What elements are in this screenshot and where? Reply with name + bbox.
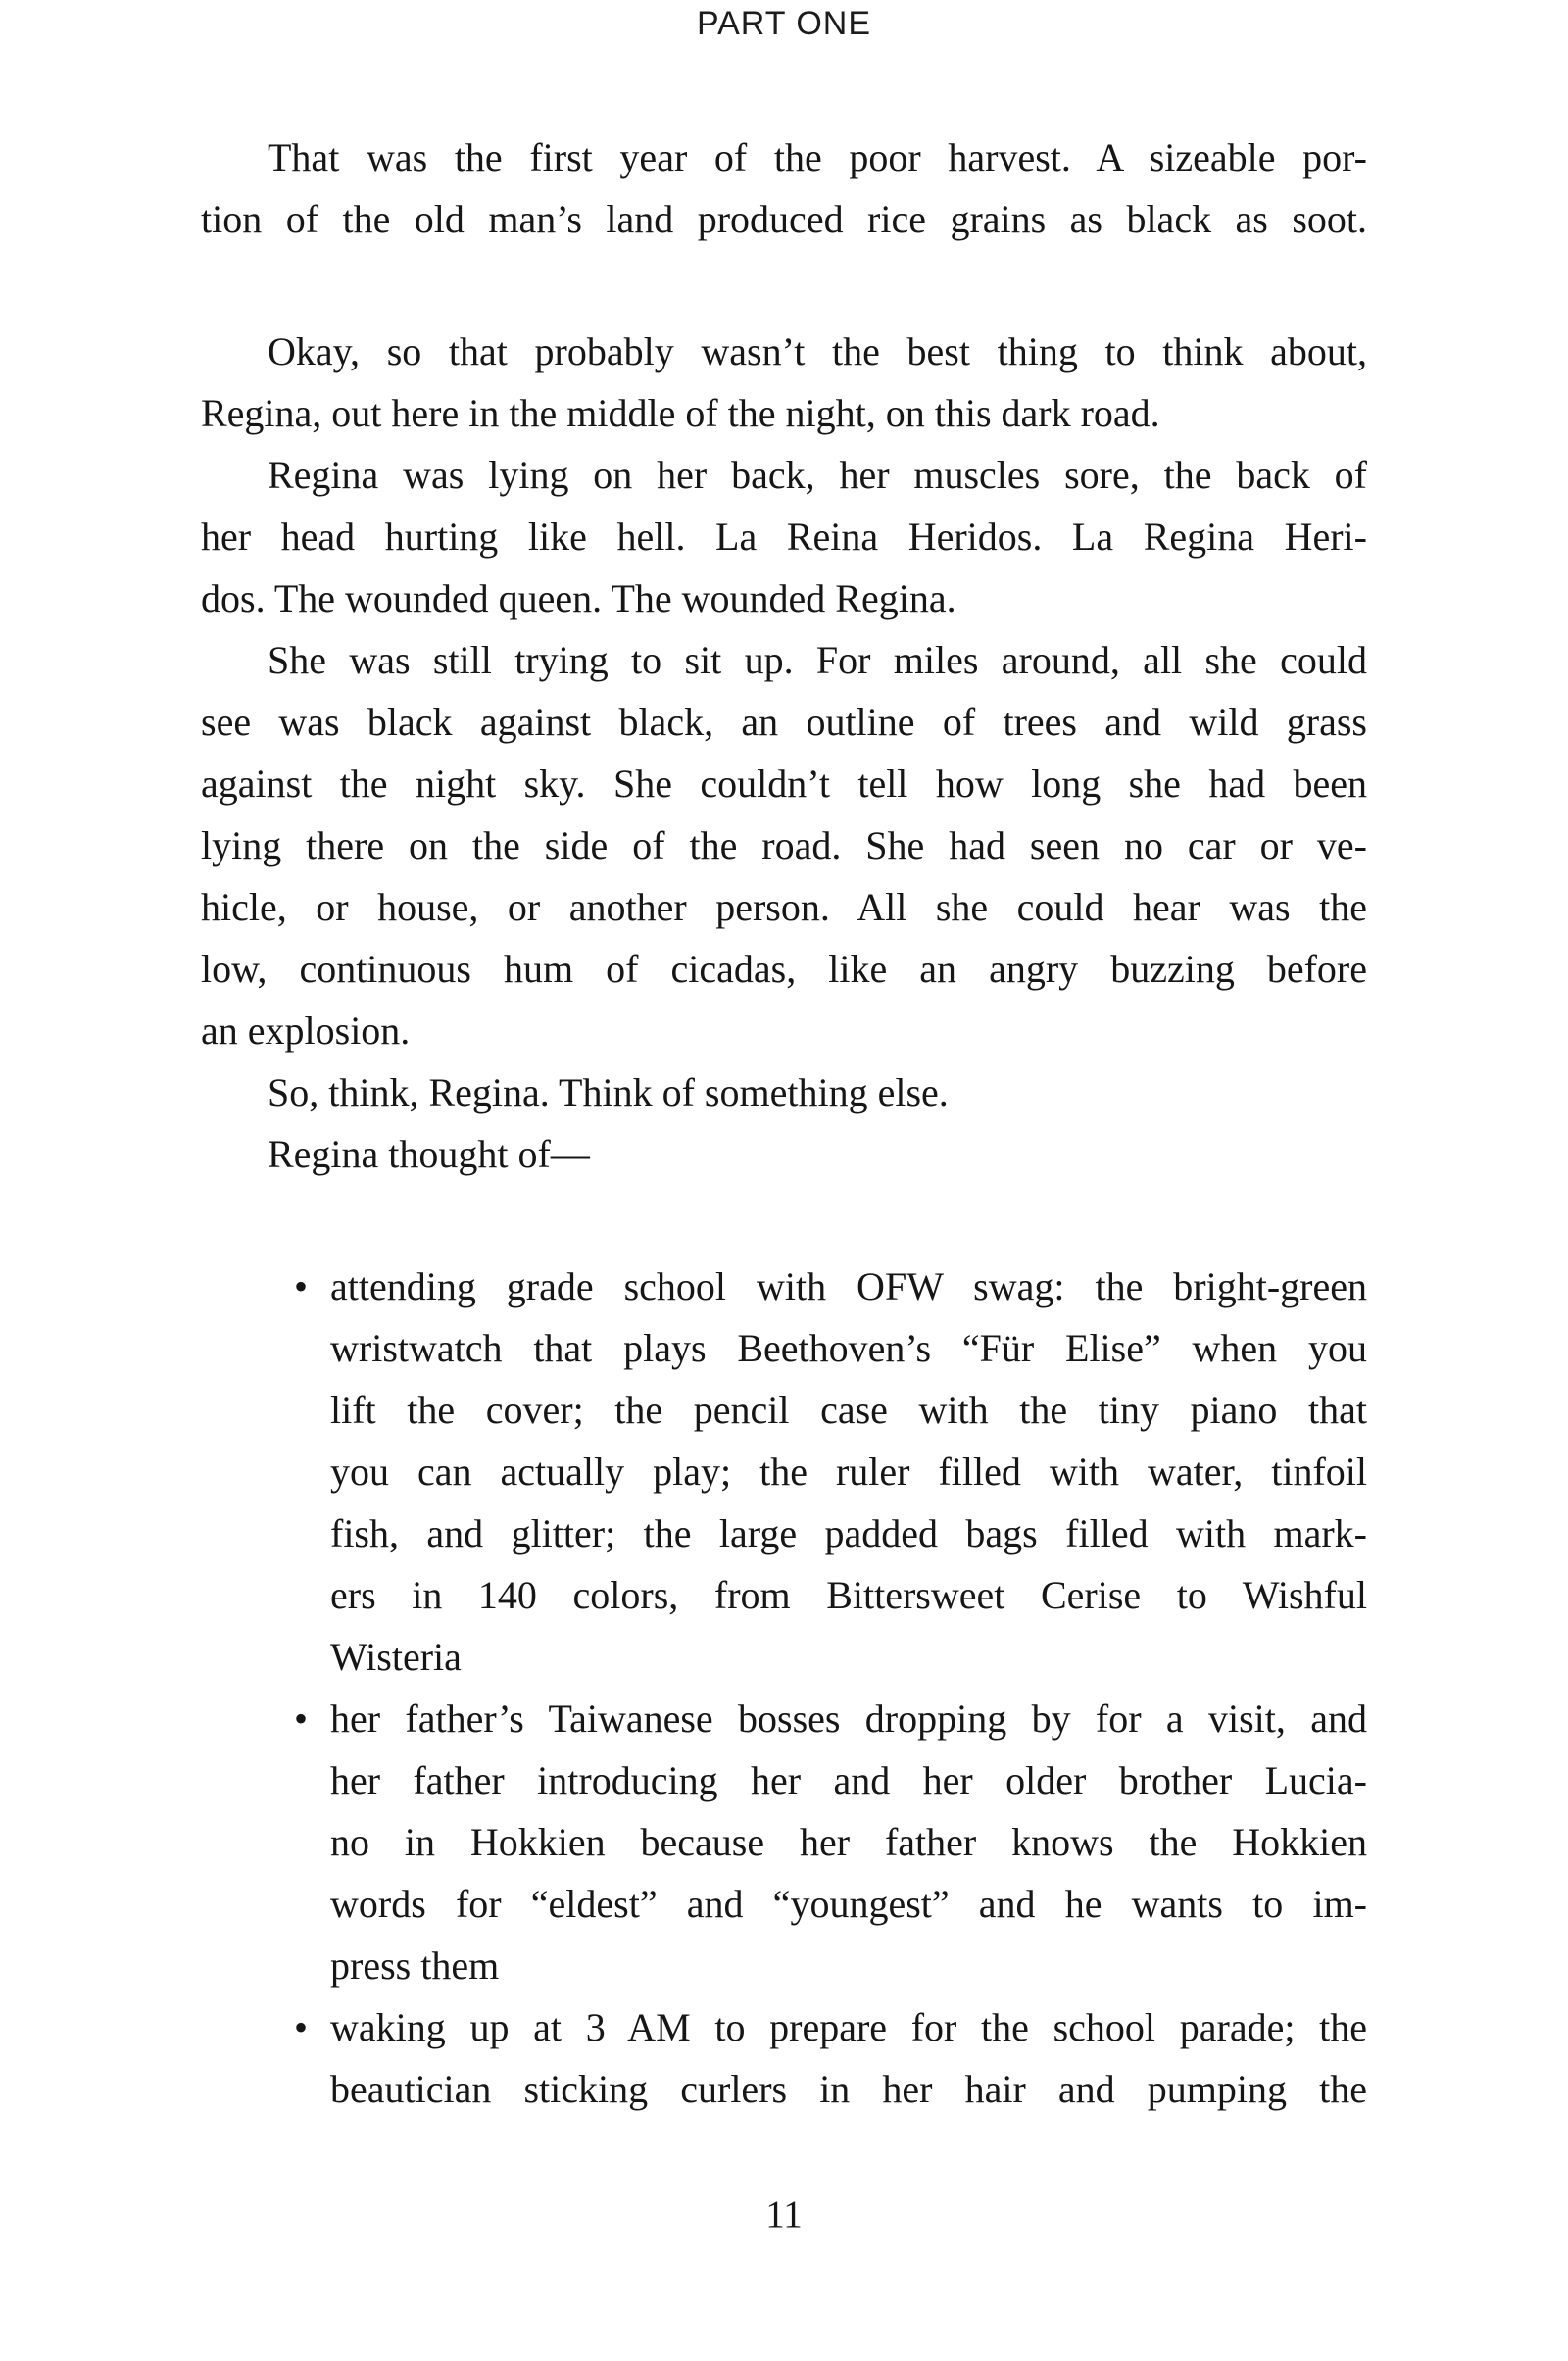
body-line: low, continuous hum of cicadas, like an angry buzzing before	[201, 947, 1367, 991]
body-line: her father introducing her and her older brother Lucia-	[330, 1758, 1367, 1802]
list-item-text	[330, 1688, 1367, 1996]
body-line: That was the first year of the poor harvest. A sizeable por-	[268, 135, 1367, 179]
bullet-list	[201, 1255, 1367, 2120]
paragraph	[201, 444, 1367, 629]
bullet-icon: •	[293, 1697, 308, 1741]
paragraph	[201, 1061, 1367, 1123]
list-item-text	[330, 1996, 1367, 2120]
list-item-text	[330, 1255, 1367, 1688]
body-line: no in Hokkien because her father knows the Hokkien	[330, 1820, 1367, 1864]
paragraph	[201, 126, 1367, 250]
bullet-icon: •	[293, 1264, 308, 1308]
body-line: She was still trying to sit up. For miles around, all she could	[268, 638, 1367, 682]
body-line: against the night sky. She couldn’t tell how long she had been	[201, 762, 1367, 806]
body-line: Regina, out here in the middle of the night, on this dark road.	[201, 391, 1160, 435]
body-line: you can actually play; the ruler filled with water, tinfoil	[330, 1450, 1367, 1494]
paragraph	[201, 1123, 1367, 1185]
body-line: So, think, Regina. Think of something else.	[268, 1070, 949, 1114]
body-line: lying there on the side of the road. She had seen no car or ve-	[201, 823, 1367, 867]
body-line: see was black against black, an outline of trees and wild grass	[201, 700, 1367, 744]
body-line: words for “eldest” and “youngest” and he wants to im-	[330, 1882, 1367, 1926]
paragraph	[201, 629, 1367, 1061]
list-item	[201, 1688, 1367, 1996]
body-line: her head hurting like hell. La Reina Heridos. La Regina Heri-	[201, 515, 1367, 559]
list-item	[201, 1255, 1367, 1688]
body-line: press them	[330, 1943, 500, 1988]
body-line: Okay, so that probably wasn’t the best thing to think about,	[268, 329, 1367, 373]
body-line: beautician sticking curlers in her hair and pumping the	[330, 2067, 1367, 2111]
list-item	[201, 1996, 1367, 2120]
body-line: hicle, or house, or another person. All she could hear was the	[201, 885, 1367, 929]
body-line: waking up at 3 AM to prepare for the school parade; the	[330, 2005, 1367, 2049]
body-line: ers in 140 colors, from Bittersweet Cerise to Wishful	[330, 1573, 1367, 1617]
body-line: dos. The wounded queen. The wounded Regina.	[201, 576, 956, 620]
body-line: Regina was lying on her back, her muscles sore, the back of	[268, 453, 1367, 497]
body-line: attending grade school with OFW swag: the bright-green	[330, 1264, 1367, 1308]
body-line: wristwatch that plays Beethoven’s “Für Elise” when you	[330, 1326, 1367, 1370]
body-line: Wisteria	[330, 1635, 462, 1679]
text-column	[201, 126, 1367, 2120]
page-number: 11	[765, 2193, 803, 2236]
paragraph	[201, 320, 1367, 444]
body-line: Regina thought of—	[268, 1132, 590, 1176]
body-line: an explosion.	[201, 1008, 411, 1053]
body-line: tion of the old man’s land produced rice grains as black as soot.	[201, 197, 1367, 241]
body-line: fish, and glitter; the large padded bags filled with mark-	[330, 1511, 1367, 1555]
part-heading: PART ONE	[696, 5, 872, 42]
paragraphs	[201, 126, 1367, 1185]
bullet-icon: •	[293, 2005, 308, 2049]
body-line: lift the cover; the pencil case with the tiny piano that	[330, 1388, 1367, 1432]
body-line: her father’s Taiwanese bosses dropping by for a visit, and	[330, 1697, 1367, 1741]
